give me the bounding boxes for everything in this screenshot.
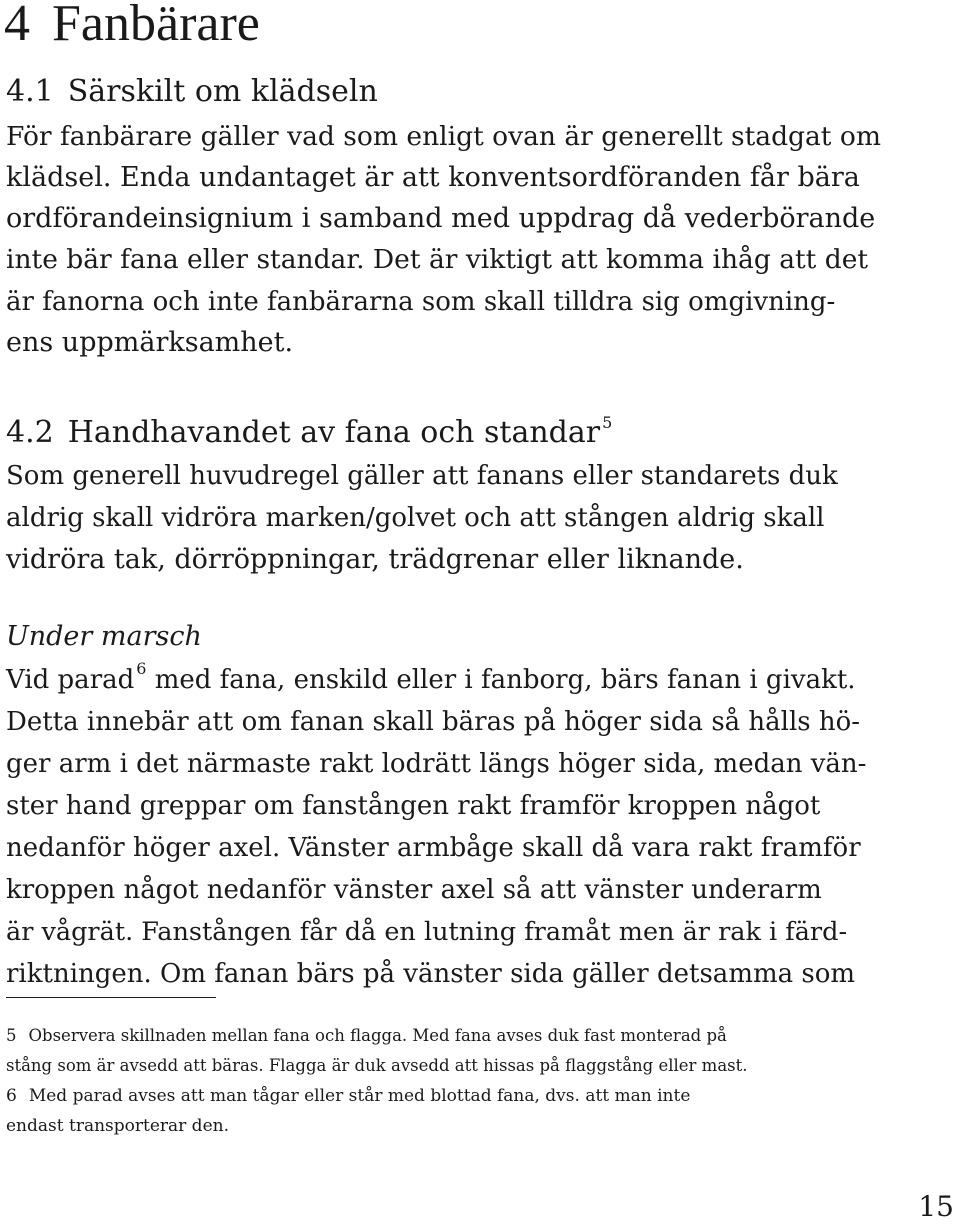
section-heading-4-2 <box>6 413 612 453</box>
paragraph-line: För fanbärare gäller vad som enligt ovan är generellt stadgat om <box>6 121 881 152</box>
paragraph-line: nedanför höger axel. Vänster armbåge skall då vara rakt framför <box>6 833 861 863</box>
footnote-text: Med parad avses att man tågar eller står med blottad fana, dvs. att man inte <box>28 1086 691 1106</box>
section-number: 4.1 <box>6 74 54 109</box>
paragraph-line: är fanorna och inte fanbärarna som skall tilldra sig omgivning- <box>6 287 836 317</box>
paragraph-line: ens uppmärksamhet. <box>6 327 294 358</box>
footnote-6 <box>6 1081 690 1111</box>
paragraph-line: kroppen något nedanför vänster axel så att vänster underarm <box>6 875 822 905</box>
paragraph-text: Vid parad <box>6 665 135 695</box>
paragraph-line: är vågrät. Fanstången får då en lutning framåt men är rak i färd- <box>6 917 848 947</box>
paragraph-line: aldrig skall vidröra marken/golvet och att stången aldrig skall <box>6 503 825 533</box>
footnote-5 <box>6 1021 727 1051</box>
page-number: 15 <box>918 1190 954 1223</box>
section-title: Särskilt om klädseln <box>67 74 378 109</box>
paragraph-line: Som generell huvudregel gäller att fanans eller standarets duk <box>6 461 838 491</box>
paragraph-line: Detta innebär att om fanan skall bäras på höger sida så hålls hö- <box>6 707 861 737</box>
section-heading-4-1 <box>6 72 378 112</box>
paragraph-text: med fana, enskild eller i fanborg, bärs fanan i givakt. <box>146 665 856 695</box>
footnote-text: stång som är avsedd att bäras. Flagga är duk avsedd att hissas på flaggstång eller mast. <box>6 1056 748 1075</box>
subheading-under-marsch: Under marsch <box>6 621 202 652</box>
paragraph-line: ordförandeinsignium i samband med uppdrag då vederbörande <box>6 203 876 234</box>
chapter-number: 4 <box>4 0 30 52</box>
paragraph-line: ger arm i det närmaste rakt lodrätt längs höger sida, medan vän- <box>6 749 867 779</box>
chapter-title <box>4 0 260 54</box>
chapter-title-text: Fanbärare <box>52 0 260 52</box>
section-title: Handhavandet av fana och standar <box>67 415 601 450</box>
paragraph-line: riktningen. Om fanan bärs på vänster sida gäller detsamma som <box>6 959 856 989</box>
footnote-text: Observera skillnaden mellan fana och flagga. Med fana avses duk fast monterad på <box>28 1026 727 1045</box>
footnote-text: endast transporterar den. <box>6 1116 229 1136</box>
paragraph-line: ster hand greppar om fanstången rakt framför kroppen något <box>6 791 821 821</box>
footnote-number: 6 <box>6 1086 17 1106</box>
paragraph-line <box>6 659 856 701</box>
paragraph-line: inte bär fana eller standar. Det är viktigt att komma ihåg att det <box>6 244 869 275</box>
footnote-reference: 6 <box>136 659 147 678</box>
footnote-reference: 5 <box>602 413 613 432</box>
section-number: 4.2 <box>6 415 54 450</box>
footnote-divider <box>6 997 216 998</box>
footnote-number: 5 <box>6 1026 17 1045</box>
paragraph-line: vidröra tak, dörröppningar, trädgrenar eller liknande. <box>6 544 744 575</box>
paragraph-line: klädsel. Enda undantaget är att konventsordföranden får bära <box>6 162 860 193</box>
